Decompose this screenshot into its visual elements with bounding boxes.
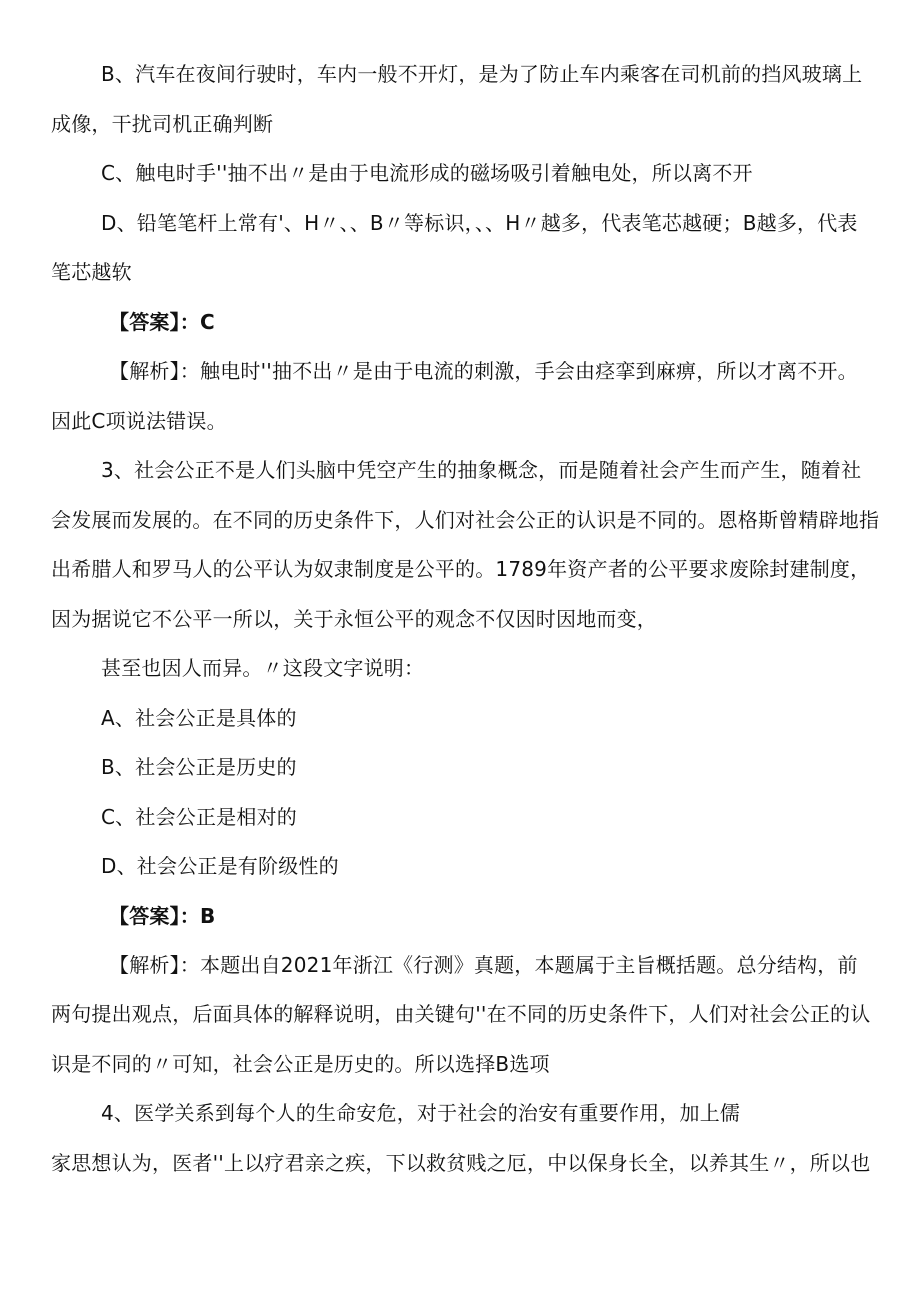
question-3-line-2: 会发展而发展的。在不同的历史条件下，人们对社会公正的认识是不同的。恩格斯曾精辟地指 bbox=[51, 508, 880, 532]
question-4-line-1: 4、医学关系到每个人的生命安危，对于社会的治安有重要作用，加上儒 bbox=[101, 1101, 741, 1125]
question-3-line-4: 因为据说它不公平一所以，关于永恒公平的观念不仅因时因地而变， bbox=[51, 607, 657, 631]
option-a-q3: A、社会公正是具体的 bbox=[101, 706, 297, 730]
option-b-q3: B、社会公正是历史的 bbox=[101, 755, 297, 779]
option-c-line: C、触电时手''抽不出〃是由于电流形成的磁场吸引着触电处，所以离不开 bbox=[101, 161, 753, 185]
analysis-line-q3-3: 识是不同的〃可知，社会公正是历史的。所以选择B选项 bbox=[51, 1052, 550, 1076]
answer-line-q2: 【答案】：C bbox=[109, 310, 215, 334]
question-3-line-3: 出希腊人和罗马人的公平认为奴隶制度是公平的。1789年资产者的公平要求废除封建制度， bbox=[51, 557, 871, 581]
option-b-line-1: B、汽车在夜间行驶时，车内一般不开灯，是为了防止车内乘客在司机前的挡风玻璃上 bbox=[101, 62, 863, 86]
analysis-line-q3-1: 【解析】：本题出自2021年浙江《行测》真题，本题属于主旨概括题。总分结构，前 bbox=[109, 953, 858, 977]
option-c-q3: C、社会公正是相对的 bbox=[101, 805, 297, 829]
question-4-line-2: 家思想认为，医者''上以疗君亲之疾，下以救贫贱之厄，中以保身长全，以养其生〃，所以也 bbox=[51, 1151, 871, 1175]
answer-line-q3: 【答案】：B bbox=[109, 904, 216, 928]
option-d-q3: D、社会公正是有阶级性的 bbox=[101, 854, 339, 878]
analysis-line-q2-1: 【解析】：触电时''抽不出〃是由于电流的刺激，手会由痉挛到麻痹，所以才离不开。 bbox=[109, 359, 858, 383]
analysis-line-q2-2: 因此C项说法错误。 bbox=[51, 409, 227, 433]
option-b-line-2: 成像，干扰司机正确判断 bbox=[51, 112, 274, 136]
question-3-line-1: 3、社会公正不是人们头脑中凭空产生的抽象概念，而是随着社会产生而产生，随着社 bbox=[101, 458, 862, 482]
analysis-line-q3-2: 两句提出观点，后面具体的解释说明，由关键句''在不同的历史条件下，人们对社会公正的认 bbox=[51, 1002, 871, 1026]
option-d-line-1: D、铅笔笔杆上常有'、H〃、、B〃等标识，、、H〃越多，代表笔芯越硬；B越多，代表 bbox=[101, 211, 858, 235]
option-d-line-2: 笔芯越软 bbox=[51, 260, 132, 284]
question-3-line-5: 甚至也因人而异。〃这段文字说明： bbox=[101, 656, 425, 680]
